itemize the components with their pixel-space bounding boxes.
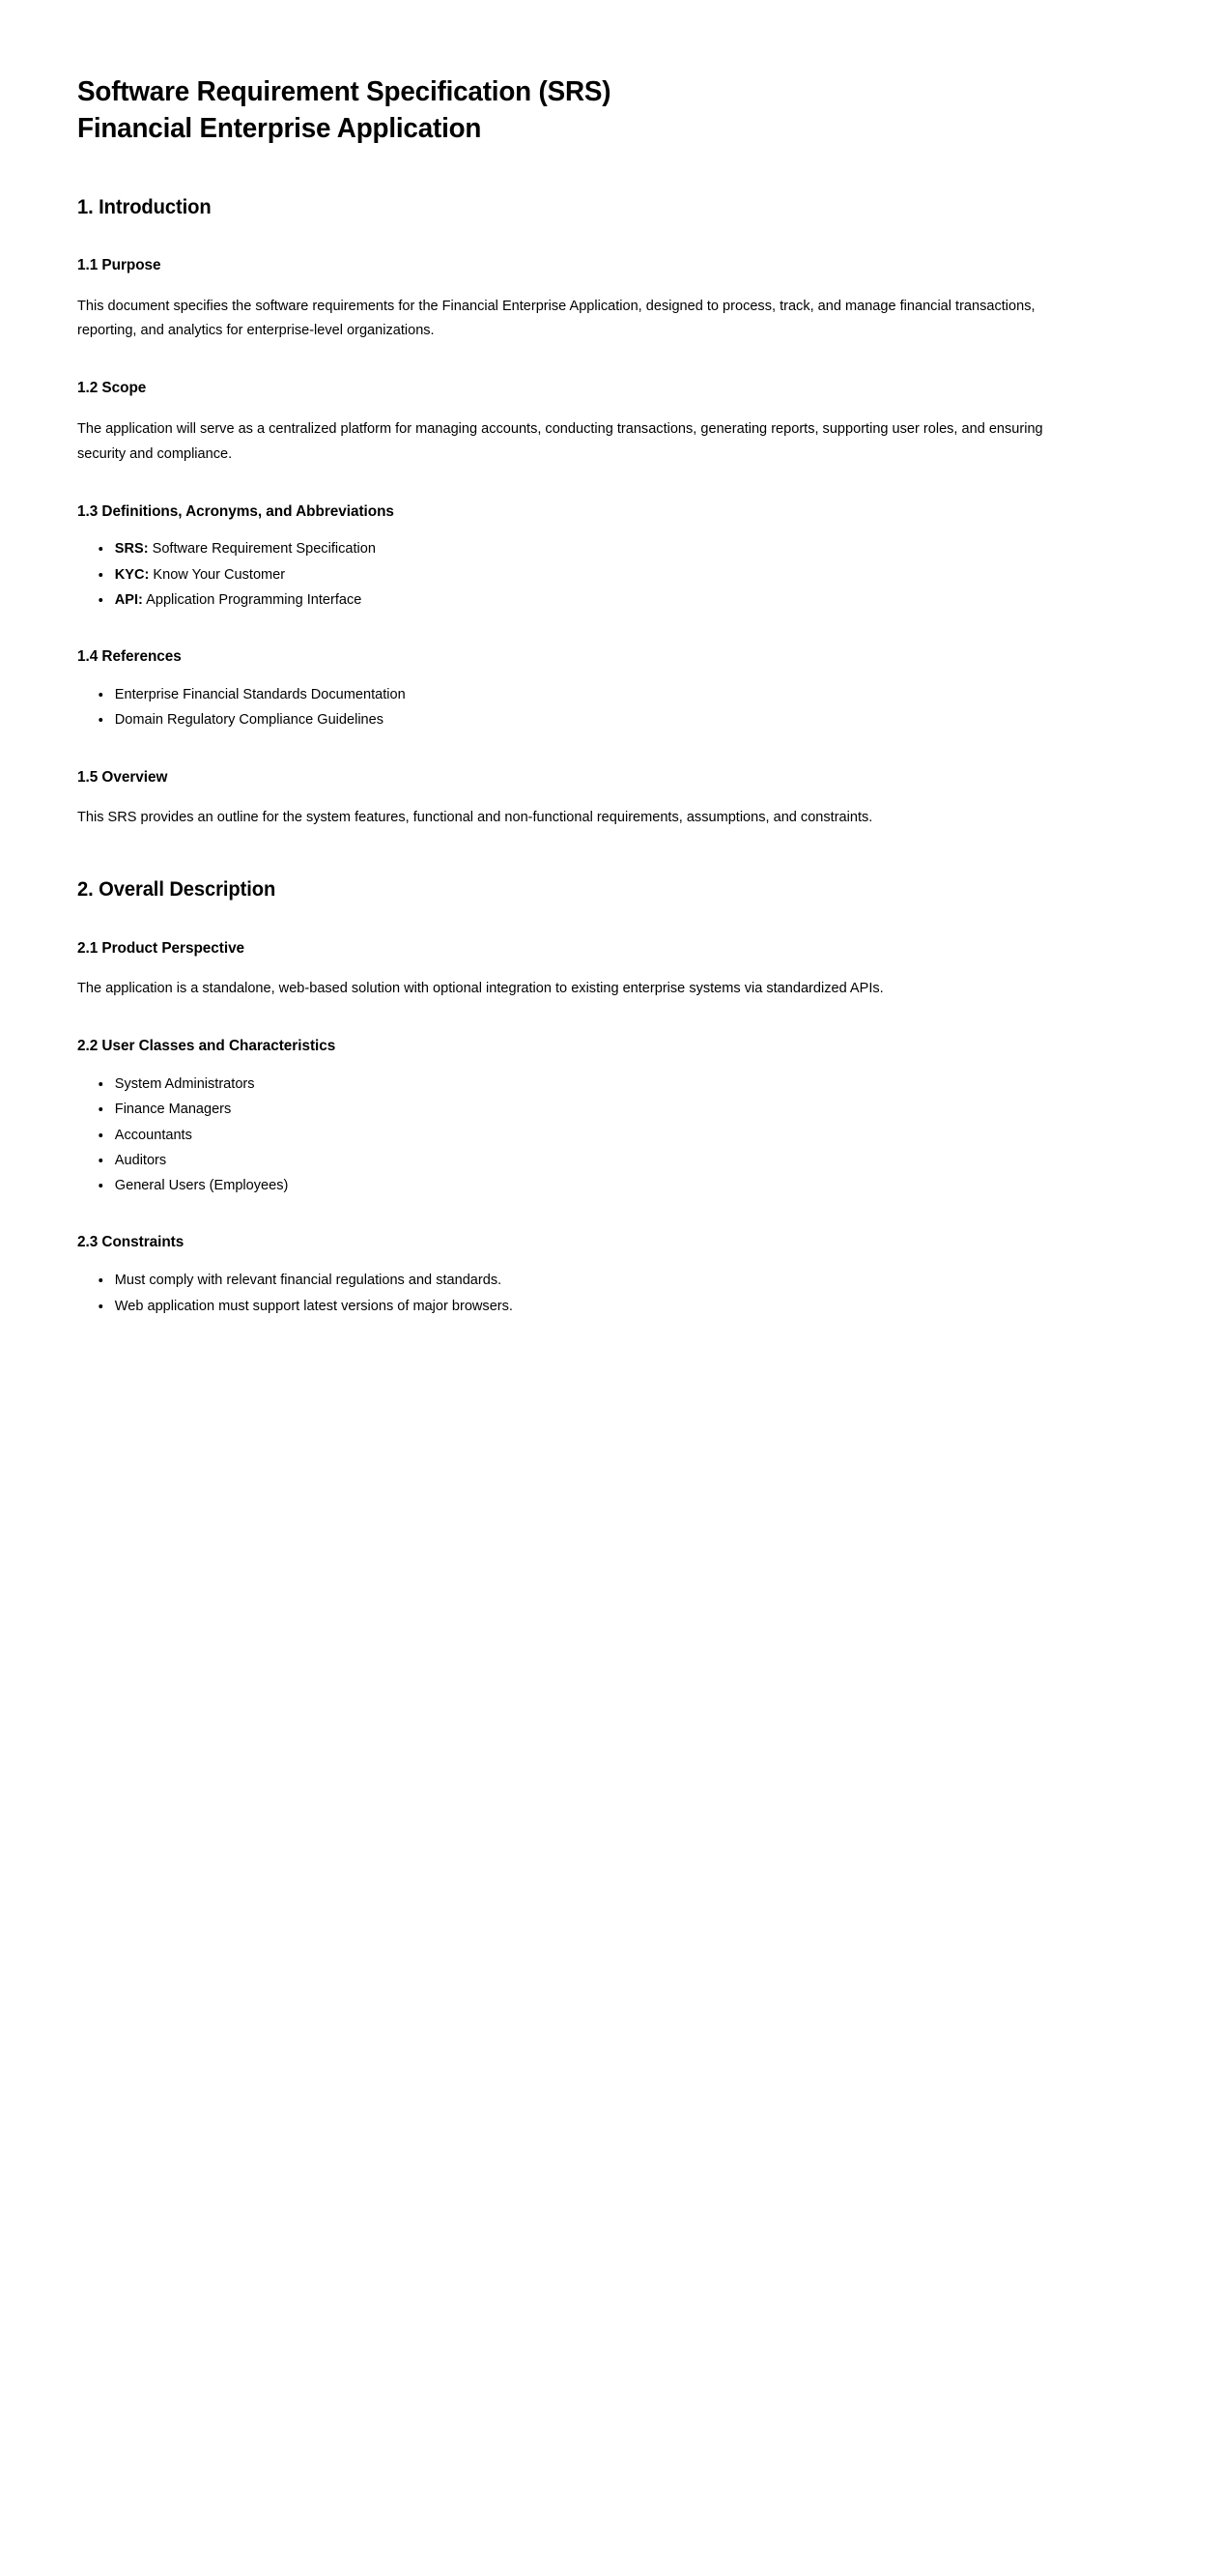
section-heading-introduction: 1. Introduction xyxy=(77,195,212,218)
subsection-heading-scope: 1.2 Scope xyxy=(77,380,147,397)
subsection-body-overview: This SRS provides an outline for the system features, functional and non-functional requirements, assumptions, and constraints. xyxy=(77,809,873,826)
list-item xyxy=(113,563,1111,587)
section-heading-overall-description: 2. Overall Description xyxy=(77,878,276,902)
list-item: • Web application must support latest versions of major browsers. xyxy=(113,1295,1111,1318)
subsection-body-product-perspective: The application is a standalone, web-based solution with optional integration to existing enterprise systems via standardized APIs. xyxy=(77,980,884,997)
definition-term: KYC: xyxy=(114,565,150,583)
constraints-list xyxy=(77,1269,1111,1318)
list-item: • Accountants xyxy=(113,1124,1111,1147)
list-item: • Domain Regulatory Compliance Guidelines xyxy=(113,708,1111,731)
list-item: • Must comply with relevant financial regulations and standards. xyxy=(113,1269,1111,1292)
page-blank-area xyxy=(77,1320,1143,2576)
subsection-body-purpose: This document specifies the software requirements for the Financial Enterprise Application, designed to process, track, and manage financial transactions, reporting, and analytics for enterprise-level organizations. xyxy=(77,297,1036,339)
subsection-body-scope: The application will serve as a centralized platform for managing accounts, conducting transactions, generating reports, supporting user roles, and ensuring security and compliance. xyxy=(77,420,1043,462)
list-item: • Finance Managers xyxy=(113,1098,1111,1121)
list-item: • System Administrators xyxy=(113,1073,1111,1096)
document-title xyxy=(77,73,1100,148)
subsection-heading-references: 1.4 References xyxy=(77,648,182,666)
definitions-list xyxy=(77,537,1111,612)
definition-term: API: xyxy=(114,591,143,608)
document-title-line-2: Financial Enterprise Application xyxy=(77,113,482,145)
subsection-heading-product-perspective: 2.1 Product Perspective xyxy=(77,939,245,957)
user-classes-list xyxy=(77,1073,1111,1197)
references-list xyxy=(77,683,1111,732)
subsection-heading-user-classes: 2.2 User Classes and Characteristics xyxy=(77,1038,336,1055)
subsection-heading-purpose: 1.1 Purpose xyxy=(77,256,161,273)
subsection-heading-definitions: 1.3 Definitions, Acronyms, and Abbreviations xyxy=(77,502,394,520)
definition-text: Know Your Customer xyxy=(153,565,286,583)
document-title-line-1: Software Requirement Specification (SRS) xyxy=(77,76,611,107)
definition-term: SRS: xyxy=(114,540,149,558)
list-item xyxy=(113,537,1111,560)
list-item xyxy=(113,588,1111,612)
list-item: • General Users (Employees) xyxy=(113,1174,1111,1197)
list-item: • Auditors xyxy=(113,1149,1111,1172)
list-item: • Enterprise Financial Standards Documentation xyxy=(113,683,1111,706)
subsection-heading-constraints: 2.3 Constraints xyxy=(77,1234,184,1251)
definition-text: Application Programming Interface xyxy=(146,591,362,608)
definition-text: Software Requirement Specification xyxy=(152,540,376,558)
subsection-heading-overview: 1.5 Overview xyxy=(77,768,168,786)
